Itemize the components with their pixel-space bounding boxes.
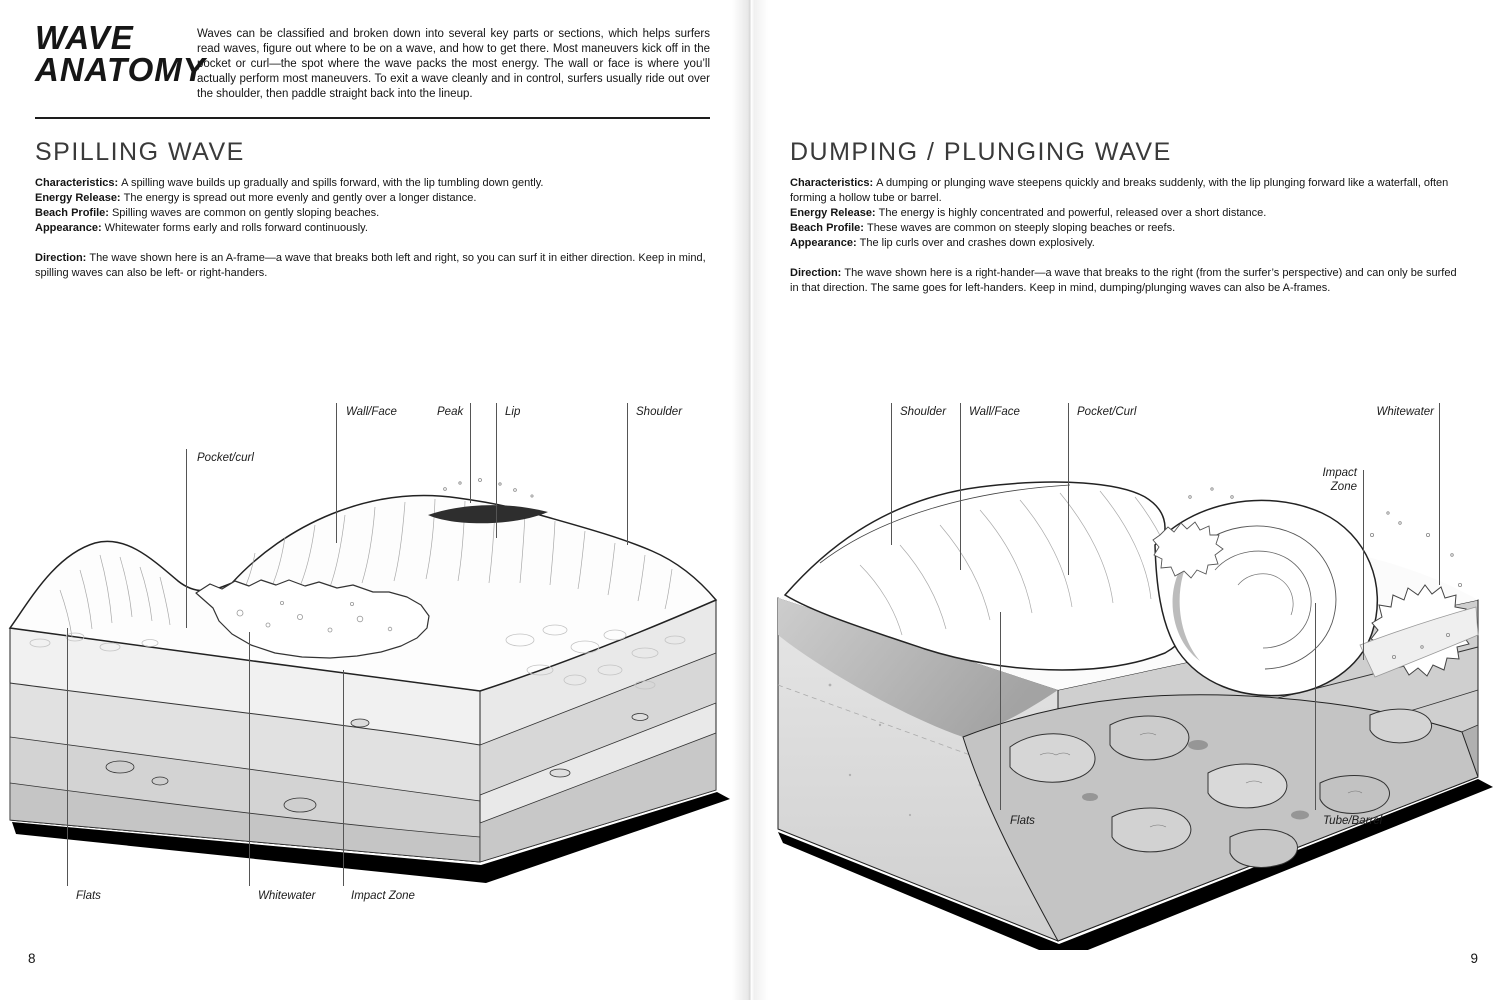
lip-leader-line: [496, 403, 497, 538]
pocket-curl-label: Pocket/Curl: [1077, 406, 1137, 418]
spec-direction: [790, 266, 1462, 296]
lip-label: Lip: [505, 406, 521, 418]
page-title: [35, 19, 206, 88]
spec-appearance: [790, 236, 1462, 251]
wall-face-label: Wall/Face: [969, 406, 1020, 418]
spilling-specs: [35, 176, 711, 281]
spec-label: Direction:: [790, 267, 842, 279]
spec-direction: [35, 251, 711, 281]
whitewater-label: Whitewater: [1376, 406, 1434, 418]
impact-zone-leader-line: [343, 670, 344, 886]
spec-label: Energy Release:: [790, 207, 876, 219]
spec-label: Beach Profile:: [35, 207, 109, 219]
spec-characteristics: [35, 176, 711, 191]
flats-label: Flats: [76, 890, 101, 902]
impact-zone-leader-line: [1363, 470, 1364, 660]
spec-label: Appearance:: [35, 222, 102, 234]
impact-zone-label-line1: Impact: [1322, 467, 1357, 479]
spec-text: The energy is highly concentrated and powerful, released over a short distance.: [878, 207, 1267, 219]
tube-barrel-leader-line: [1315, 603, 1316, 810]
whitewater-leader-line: [1439, 403, 1440, 585]
header-divider: [35, 117, 710, 119]
spec-text: These waves are common on steeply sloping beaches or reefs.: [866, 222, 1176, 234]
pocket-curl-leader-line: [186, 449, 187, 628]
spec-text: The energy is spread out more evenly and gently over a longer distance.: [123, 192, 477, 204]
spec-text: The lip curls over and crashes down explosively.: [859, 237, 1095, 249]
wall-face-leader-line: [336, 403, 337, 543]
wall-face-label: Wall/Face: [346, 406, 397, 418]
shoulder-leader-line: [627, 403, 628, 545]
impact-zone-label: Impact Zone: [351, 890, 415, 902]
plunging-wave-illustration: [760, 385, 1500, 950]
spec-label: Energy Release:: [35, 192, 121, 204]
page-title-line1: WAVE: [35, 19, 134, 56]
spec-characteristics: [790, 176, 1462, 206]
spec-text: The wave shown here is a right-hander—a wave that breaks to the right (from the surfer’s perspective) and can only be surfed in that direction. The same goes for left-handers. Keep in mind, dumping/plunging waves can also be A-frames.: [790, 267, 1457, 294]
spec-energy-release: [35, 191, 711, 206]
page-number-right: 9: [1470, 951, 1478, 966]
shoulder-label: Shoulder: [636, 406, 683, 418]
spec-text: A dumping or plunging wave steepens quickly and breaks suddenly, with the lip plunging forward like a waterfall, often forming a hollow tube or barrel.: [790, 177, 1449, 204]
pocket-curl-label: Pocket/curl: [197, 452, 254, 464]
dumping-specs: [790, 176, 1462, 296]
impact-zone-label: [1310, 466, 1357, 494]
spec-label: Beach Profile:: [790, 222, 864, 234]
whitewater-label: Whitewater: [258, 890, 316, 902]
flats-leader-line: [1000, 612, 1001, 810]
spilling-wave-illustration: [0, 385, 740, 950]
spec-beach-profile: [790, 221, 1462, 236]
spec-label: Direction:: [35, 252, 87, 264]
shoulder-label: Shoulder: [900, 406, 947, 418]
spec-label: Characteristics:: [35, 177, 119, 189]
spec-text: The wave shown here is an A-frame—a wave that breaks both left and right, so you can surf it in either direction. Keep in mind, spilling waves can also be left- or right-handers.: [35, 252, 706, 279]
spec-label: Characteristics:: [790, 177, 874, 189]
spec-label: Appearance:: [790, 237, 857, 249]
pocket-curl-leader-line: [1068, 403, 1069, 575]
spec-text: A spilling wave builds up gradually and spills forward, with the lip tumbling down gently.: [121, 177, 544, 189]
whitewater-leader-line: [249, 632, 250, 886]
spec-text: Spilling waves are common on gently sloping beaches.: [111, 207, 380, 219]
wall-face-leader-line: [960, 403, 961, 570]
intro-paragraph: Waves can be classified and broken down into several key parts or sections, which helps surfers read waves, figure out where to be on a wave, and how to get there. Most maneuvers kick off in the pocket or curl—the spot where the wave packs the most energy. The wall or face is where you’ll actually perform most maneuvers. To exit a wave cleanly and in control, surfers usually ride out over the shoulder, then paddle straight back into the lineup.: [197, 28, 710, 100]
spec-beach-profile: [35, 206, 711, 221]
page-title-line2: ANATOMY: [35, 51, 206, 88]
spec-text: Whitewater forms early and rolls forward continuously.: [104, 222, 368, 234]
spec-appearance: [35, 221, 711, 236]
flats-leader-line: [67, 628, 68, 886]
spec-energy-release: [790, 206, 1462, 221]
shoulder-leader-line: [891, 403, 892, 545]
impact-zone-label-line2: Zone: [1330, 481, 1357, 493]
section-heading-spilling: SPILLING WAVE: [35, 138, 245, 166]
tube-barrel-label: Tube/Barrel: [1323, 815, 1383, 827]
page-number-left: 8: [28, 951, 36, 966]
section-heading-dumping: DUMPING / PLUNGING WAVE: [790, 138, 1172, 166]
flats-label: Flats: [1010, 815, 1035, 827]
peak-label: Peak: [437, 406, 464, 418]
peak-leader-line: [470, 403, 471, 503]
